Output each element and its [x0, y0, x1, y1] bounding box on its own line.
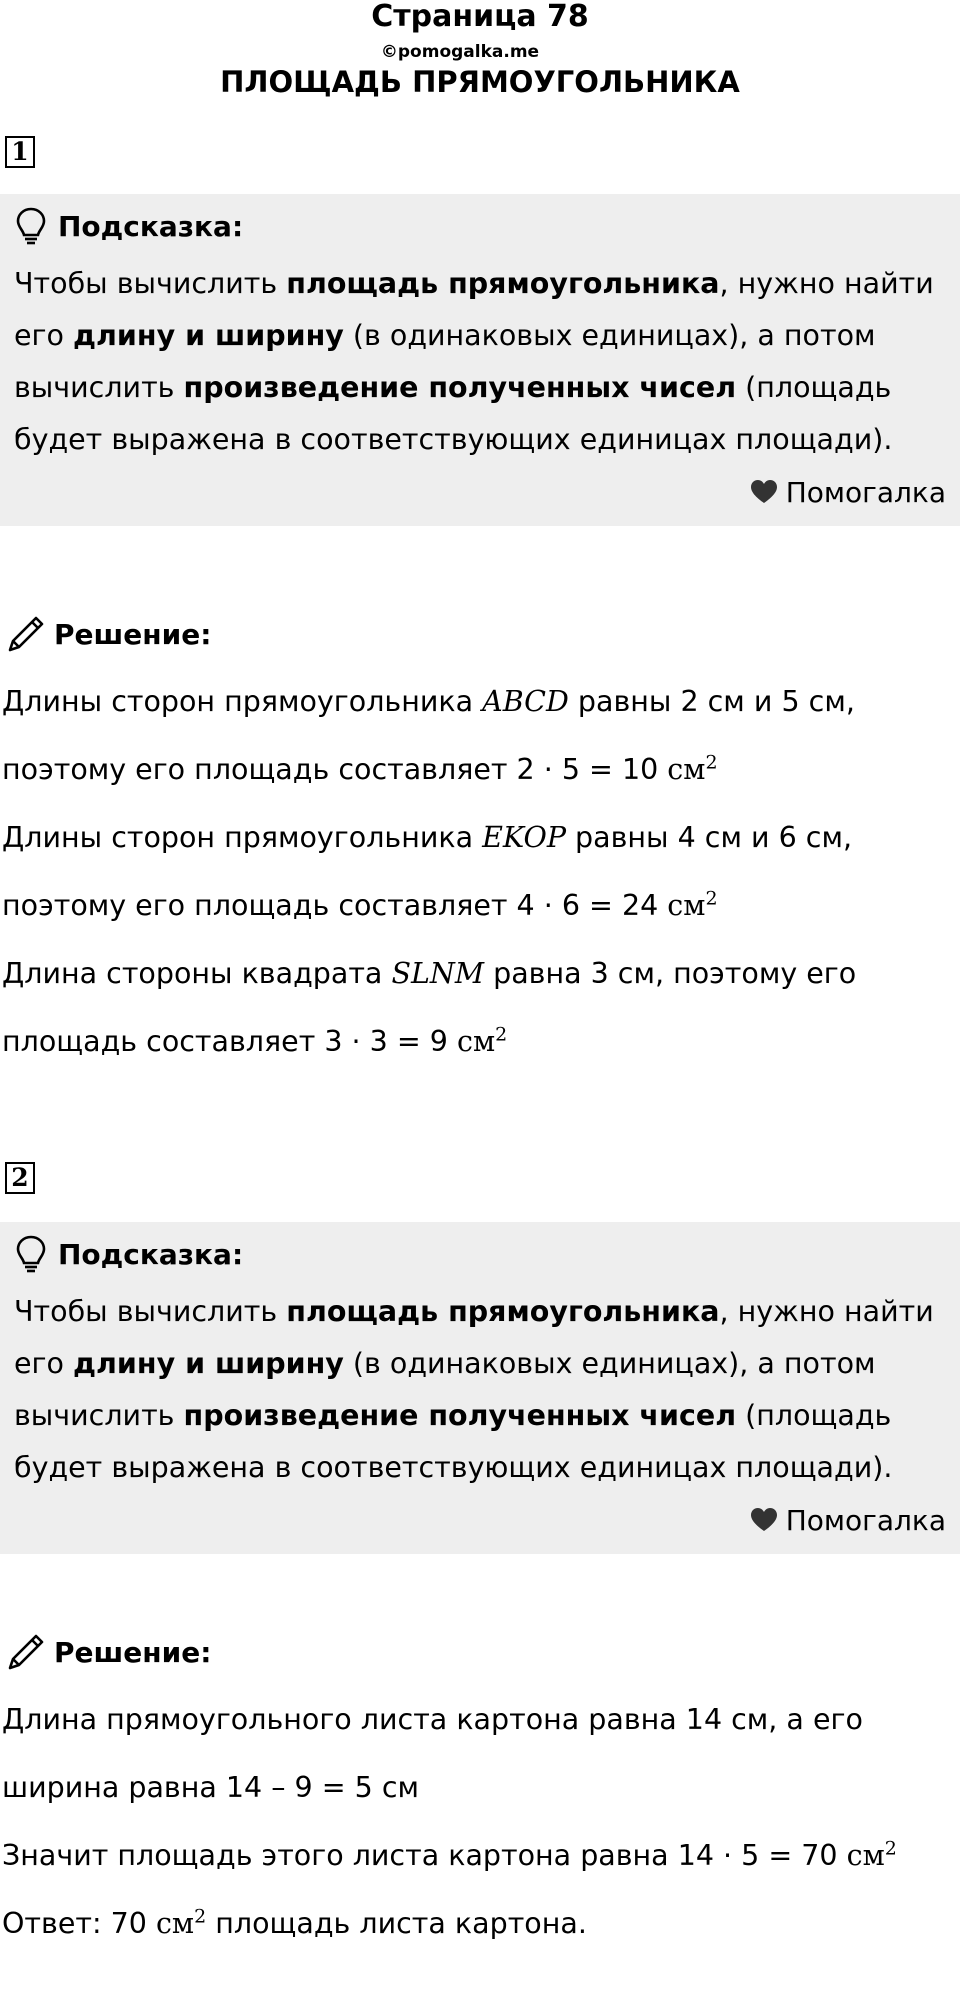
- task-number-1: 1: [5, 136, 35, 168]
- solution-line: ширина равна 14 – 9 = 5 см: [2, 1771, 420, 1804]
- hint-box-1: [0, 194, 960, 526]
- hint-line: вычислить произведение полученных чисел (площадь: [14, 1399, 892, 1432]
- hint-text: [14, 1286, 948, 1494]
- lightbulb-icon: [14, 1234, 48, 1274]
- solution-line: Длина прямоугольного листа картона равна 14 см, а его: [2, 1703, 863, 1736]
- solution-line: Значит площадь этого листа картона равна 14 · 5 = 70 $см^2$: [2, 1837, 897, 1872]
- hint-footer: [14, 466, 948, 518]
- solution-line: поэтому его площадь составляет 2 · 5 = 10 $см^2$: [2, 751, 718, 786]
- solution-title: Решение:: [54, 617, 212, 651]
- solution-title: Решение:: [54, 1635, 212, 1669]
- heart-icon: [750, 1507, 778, 1533]
- document-title: ПЛОЩАДЬ ПРЯМОУГОЛЬНИКА: [220, 65, 740, 99]
- hint-line: будет выражена в соответствующих единицах площади).: [14, 423, 893, 456]
- hint-line: его длину и ширину (в одинаковых единицах), а потом: [14, 319, 876, 352]
- heart-icon: [750, 479, 778, 505]
- hint-line: его длину и ширину (в одинаковых единицах), а потом: [14, 1347, 876, 1380]
- hint-footer: [14, 1494, 948, 1546]
- hint-line: будет выражена в соответствующих единицах площади).: [14, 1451, 893, 1484]
- hint-line: Чтобы вычислить площадь прямоугольника, нужно найти: [14, 1295, 934, 1328]
- solution-line: Ответ: 70 $см^2$ площадь листа картона.: [2, 1905, 587, 1940]
- hint-footer-label: Помогалка: [785, 475, 946, 509]
- pencil-icon: [6, 1632, 46, 1672]
- hint-title: Подсказка:: [58, 1237, 244, 1271]
- solution-line: Длины сторон прямоугольника EKOP равны 4 см и 6 см,: [2, 821, 853, 854]
- solution-line: площадь составляет 3 · 3 = 9 $см^2$: [2, 1023, 508, 1058]
- hint-header: [14, 1232, 948, 1276]
- task-number-2: 2: [5, 1162, 35, 1194]
- page-heading: Страница 78: [371, 0, 589, 34]
- solution-line: Длина стороны квадрата SLNM равна 3 см, поэтому его: [2, 957, 857, 990]
- watermark: ©pomogalka.me: [380, 42, 540, 62]
- hint-header: [14, 204, 948, 248]
- hint-line: Чтобы вычислить площадь прямоугольника, нужно найти: [14, 267, 934, 300]
- solution-line: поэтому его площадь составляет 4 · 6 = 24 $см^2$: [2, 887, 718, 922]
- hint-box-2: [0, 1222, 960, 1554]
- hint-title: Подсказка:: [58, 209, 244, 243]
- hint-text: [14, 258, 948, 466]
- solution-line: Длины сторон прямоугольника ABCD равны 2 см и 5 см,: [2, 685, 855, 718]
- hint-footer-label: Помогалка: [785, 1503, 946, 1537]
- pencil-icon: [6, 614, 46, 654]
- hint-line: вычислить произведение полученных чисел (площадь: [14, 371, 892, 404]
- lightbulb-icon: [14, 206, 48, 246]
- solution-header-1: [6, 612, 211, 656]
- solution-header-2: [6, 1630, 211, 1674]
